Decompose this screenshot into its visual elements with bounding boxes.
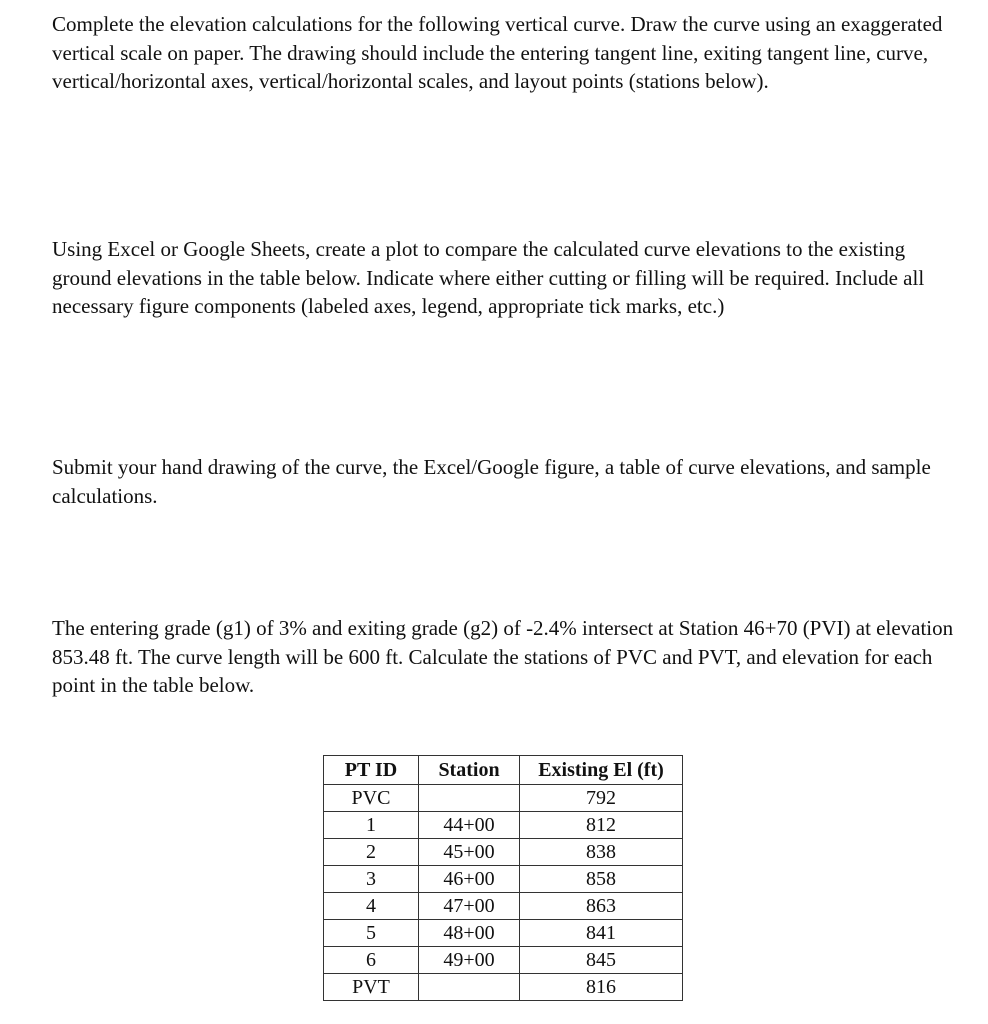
table-row [324, 974, 683, 1001]
cell-station [419, 785, 520, 812]
cell-pt-id: 5 [324, 920, 419, 947]
table-row [324, 947, 683, 974]
cell-existing-el: 792 [520, 785, 683, 812]
table-row [324, 920, 683, 947]
cell-station: 46+00 [419, 866, 520, 893]
cell-pt-id: PVT [324, 974, 419, 1001]
table-header-row [324, 756, 683, 785]
cell-existing-el: 816 [520, 974, 683, 1001]
instruction-paragraph-drawing: Complete the elevation calculations for the following vertical curve. Draw the curve using an exaggerated vertical scale on paper. The drawing should include the entering tangent line, exiting tangent line, curve, vertical/horizontal axes, vertical/horizontal scales, and layout points (stations below). [52, 12, 943, 93]
cell-pt-id: 2 [324, 839, 419, 866]
table-row [324, 812, 683, 839]
cell-existing-el: 812 [520, 812, 683, 839]
header-pt-id: PT ID [324, 756, 419, 785]
cell-station: 45+00 [419, 839, 520, 866]
cell-existing-el: 841 [520, 920, 683, 947]
cell-pt-id: 1 [324, 812, 419, 839]
instruction-paragraph-submit: Submit your hand drawing of the curve, the Excel/Google figure, a table of curve elevations, and sample calculations. [52, 455, 931, 508]
cell-pt-id: 6 [324, 947, 419, 974]
cell-station: 48+00 [419, 920, 520, 947]
cell-station: 44+00 [419, 812, 520, 839]
cell-existing-el: 858 [520, 866, 683, 893]
table-row [324, 893, 683, 920]
cell-station: 47+00 [419, 893, 520, 920]
cell-pt-id: PVC [324, 785, 419, 812]
cell-pt-id: 3 [324, 866, 419, 893]
cell-station [419, 974, 520, 1001]
table-row [324, 839, 683, 866]
table-row [324, 866, 683, 893]
cell-existing-el: 863 [520, 893, 683, 920]
elevation-table [323, 755, 683, 1001]
cell-pt-id: 4 [324, 893, 419, 920]
table-row [324, 785, 683, 812]
header-existing-el: Existing El (ft) [520, 756, 683, 785]
cell-existing-el: 838 [520, 839, 683, 866]
problem-statement-paragraph: The entering grade (g1) of 3% and exiting grade (g2) of -2.4% intersect at Station 46+70 (PVI) at elevation 853.48 ft. The curve length will be 600 ft. Calculate the stations of PVC and PVT, and elevation for each point in the table below. [52, 616, 954, 697]
instruction-paragraph-spreadsheet: Using Excel or Google Sheets, create a plot to compare the calculated curve elevations to the existing ground elevations in the table below. Indicate where either cutting or filling will be required. Include all necessary figure components (labeled axes, legend, appropriate tick marks, etc.) [52, 237, 925, 318]
cell-station: 49+00 [419, 947, 520, 974]
cell-existing-el: 845 [520, 947, 683, 974]
header-station: Station [419, 756, 520, 785]
